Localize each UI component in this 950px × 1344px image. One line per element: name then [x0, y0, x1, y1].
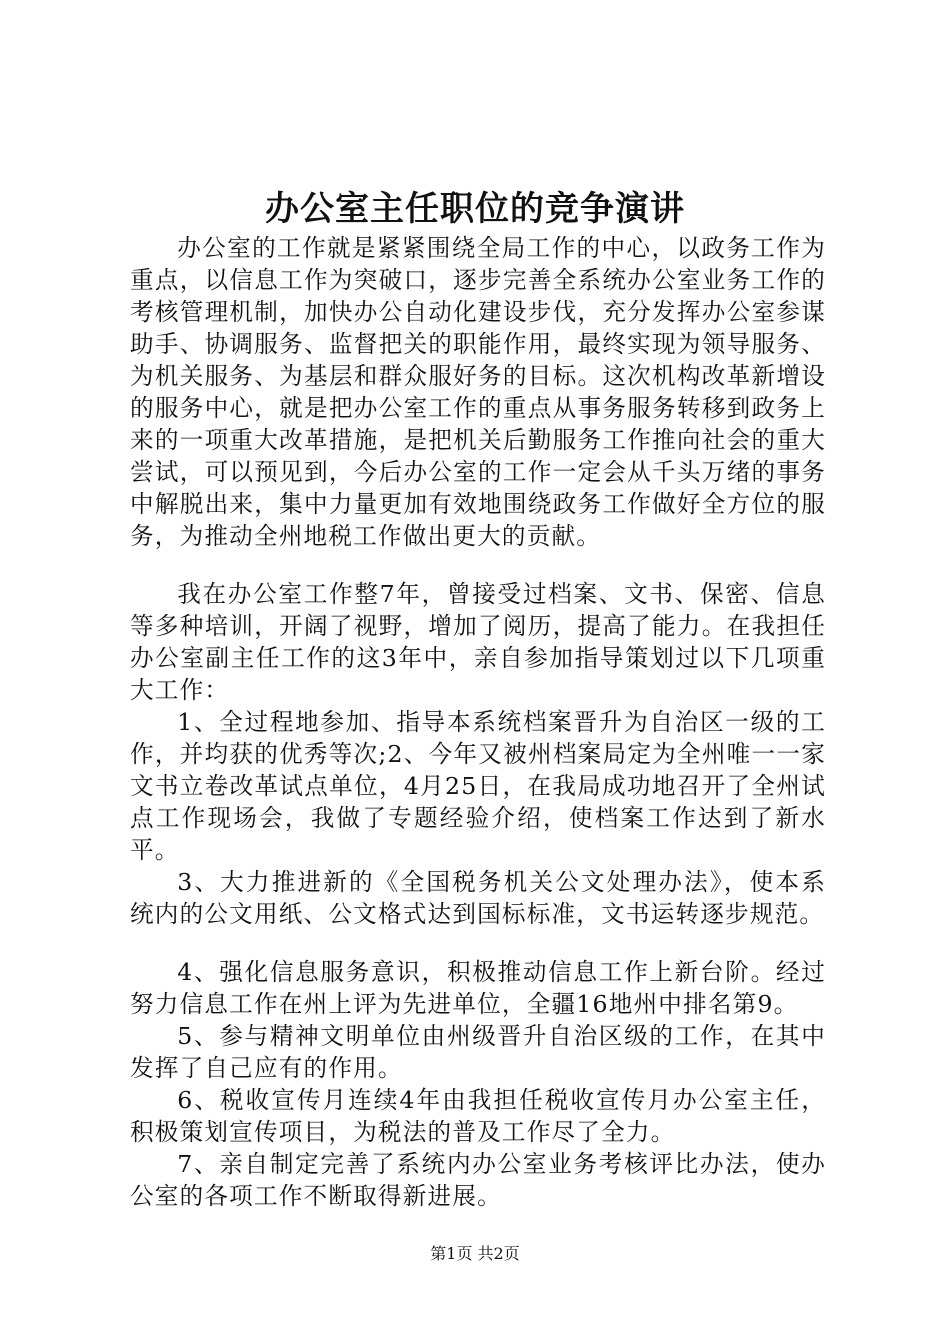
list-item-3: 3、大力推进新的《全国税务机关公文处理办法》，使本系统内的公文用纸、公文格式达到国标标准，文书运转逐步规范。 — [130, 868, 826, 928]
list-item-7: 7、亲自制定完善了系统内办公室业务考核评比办法，使办公室的各项工作不断取得新进展。 — [130, 1150, 826, 1210]
list-item-5: 5、参与精神文明单位由州级晋升自治区级的工作，在其中发挥了自己应有的作用。 — [130, 1022, 826, 1082]
page-number-footer: 第1页 共2页 — [430, 1244, 520, 1263]
list-item-4: 4、强化信息服务意识，积极推动信息工作上新台阶。经过努力信息工作在州上评为先进单位，全疆16地州中排名第9。 — [130, 958, 826, 1018]
paragraph-spacer — [130, 930, 826, 956]
paragraph-intro: 办公室的工作就是紧紧围绕全局工作的中心，以政务工作为重点，以信息工作为突破口，逐步完善全系统办公室业务工作的考核管理机制，加快办公自动化建设步伐，充分发挥办公室参谋助手、协调服务、监督把关的职能作用，最终实现为领导服务、为机关服务、为基层和群众服好务的目标。这次机构改革新增设的服务中心，就是把办公室工作的重点从事务服务转移到政务上来的一项重大改革措施，是把机关后勤服务工作推向社会的重大尝试，可以预见到，今后办公室的工作一定会从千头万绪的事务中解脱出来，集中力量更加有效地围绕政务工作做好全方位的服务，为推动全州地税工作做出更大的贡献。 — [130, 234, 826, 550]
document-title: 办公室主任职位的竞争演讲 — [265, 189, 685, 229]
list-item-6: 6、税收宣传月连续4年由我担任税收宣传月办公室主任，积极策划宣传项目，为税法的普及工作尽了全力。 — [130, 1086, 826, 1146]
list-item-1-2: 1、全过程地参加、指导本系统档案晋升为自治区一级的工作，并均获的优秀等次;2、今年又被州档案局定为全州唯一一家文书立卷改革试点单位，4月25日，在我局成功地召开了全州试点工作现场会，我做了专题经验介绍，使档案工作达到了新水平。 — [130, 708, 826, 864]
paragraph-experience: 我在办公室工作整7年，曾接受过档案、文书、保密、信息等多种培训，开阔了视野，增加了阅历，提高了能力。在我担任办公室副主任工作的这3年中，亲自参加指导策划过以下几项重大工作： — [130, 580, 826, 704]
document-body — [130, 232, 826, 1212]
paragraph-spacer — [130, 552, 826, 578]
